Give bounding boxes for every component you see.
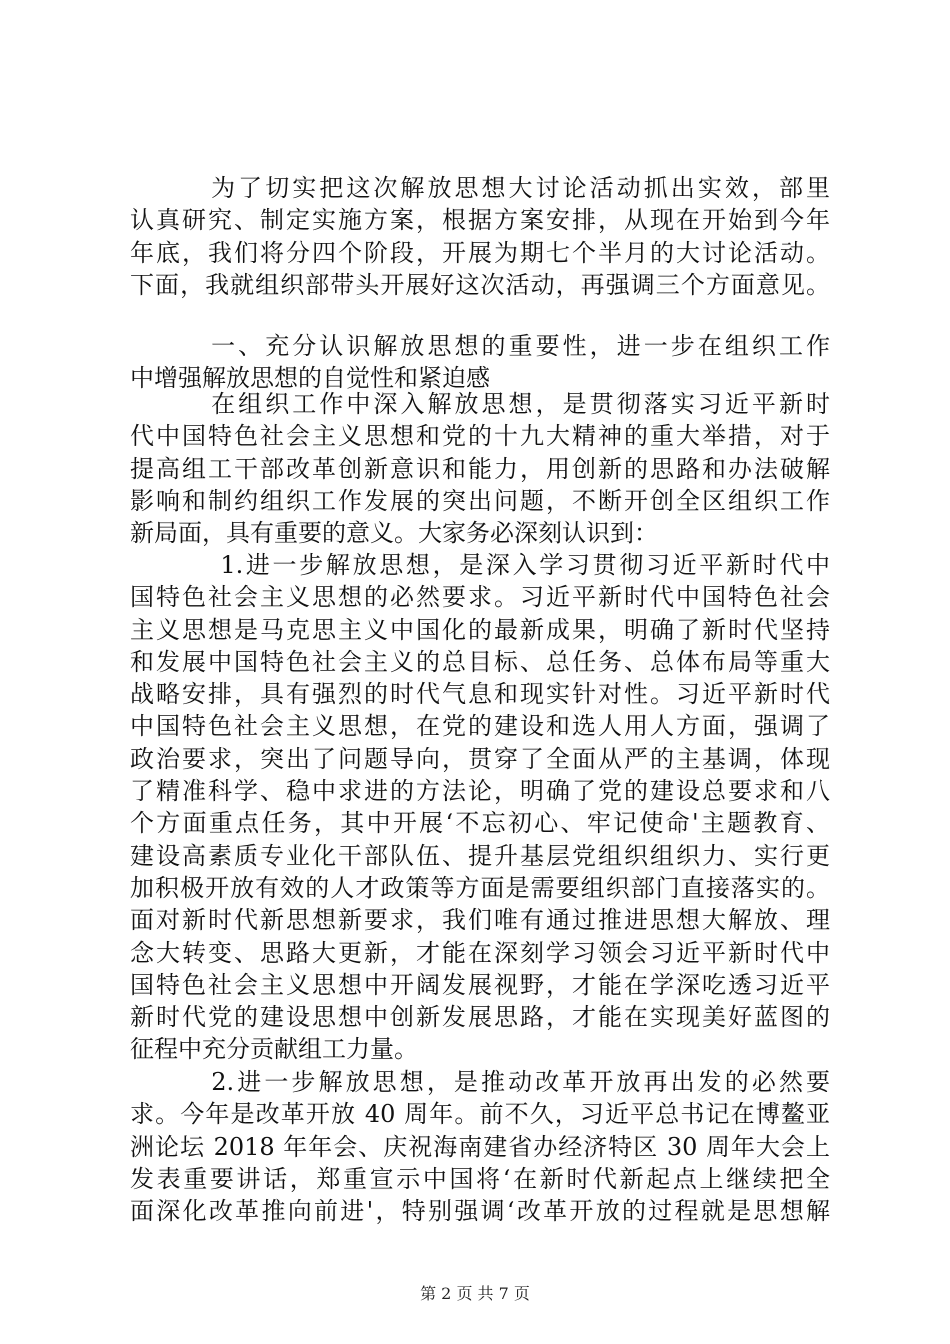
text-line: 一、充分认识解放思想的重要性，进一步在组织工作: [130, 332, 830, 360]
text-line: 主义思想是马克思主义中国化的最新成果，明确了新时代坚持: [130, 615, 830, 644]
paragraph-point-1: [130, 549, 830, 1066]
text-line: 认真研究、制定实施方案，根据方案安排，从现在开始到今年: [130, 206, 830, 235]
page-number-footer: 第 2 页 共 7 页: [420, 1284, 530, 1303]
text-line: 政治要求，突出了问题导向，贯穿了全面从严的主基调，体现: [130, 744, 830, 773]
text-line: 和发展中国特色社会主义的总目标、总任务、总体布局等重大: [130, 647, 830, 676]
text-line: 下面，我就组织部带头开展好这次活动，再强调三个方面意见。: [130, 270, 830, 299]
text-line: 了精准科学、稳中求进的方法论，明确了党的建设总要求和八: [130, 777, 830, 806]
text-line: 代中国特色社会主义思想和党的十九大精神的重大举措，对于: [130, 422, 830, 451]
text-line: 建设高素质专业化干部队伍、提升基层党组织组织力、实行更: [130, 841, 830, 870]
text-line: 中国特色社会主义思想，在党的建设和选人用人方面，强调了: [130, 712, 830, 741]
paragraph-importance: [130, 388, 830, 549]
paragraph-intro: [130, 172, 830, 301]
text-line: 国特色社会主义思想中开阔发展视野，才能在学深吃透习近平: [130, 970, 830, 999]
section-heading: [130, 330, 830, 395]
text-line: 加积极开放有效的人才政策等方面是需要组织部门直接落实的。: [130, 873, 830, 902]
text-line: 新时代党的建设思想中创新发展思路，才能在实现美好蓝图的: [130, 1003, 830, 1032]
text-line: 求。今年是改革开放 40 周年。前不久，习近平总书记在博鳌亚: [130, 1100, 830, 1129]
text-line: 在组织工作中深入解放思想，是贯彻落实习近平新时: [130, 390, 830, 418]
text-line: 年底，我们将分四个阶段，开展为期七个半月的大讨论活动。: [130, 238, 830, 267]
text-line: 发表重要讲话，郑重宣示中国将‘在新时代新起点上继续把全: [130, 1164, 830, 1193]
text-line: 提高组工干部改革创新意识和能力，用创新的思路和办法破解: [130, 454, 830, 483]
text-line: 念大转变、思路大更新，才能在深刻学习领会习近平新时代中: [130, 938, 830, 967]
text-line: 个方面重点任务，其中开展‘不忘初心、牢记使命'主题教育、: [130, 809, 830, 838]
text-line: 为了切实把这次解放思想大讨论活动抓出实效，部里: [130, 174, 830, 202]
paragraph-point-2: [130, 1066, 830, 1227]
text-line: 战略安排，具有强烈的时代气息和现实针对性。习近平新时代: [130, 680, 830, 709]
text-line: 面对新时代新思想新要求，我们唯有通过推进思想大解放、理: [130, 906, 830, 935]
text-line: 2.进一步解放思想，是推动改革开放再出发的必然要: [130, 1068, 830, 1096]
text-line: 1.进一步解放思想，是深入学习贯彻习近平新时代中: [130, 551, 830, 579]
text-line: 洲论坛 2018 年年会、庆祝海南建省办经济特区 30 周年大会上: [130, 1132, 830, 1161]
text-line: 面深化改革推向前进'，特别强调‘改革开放的过程就是思想解: [130, 1197, 830, 1226]
text-line: 中增强解放思想的自觉性和紧迫感: [130, 364, 490, 393]
text-line: 影响和制约组织工作发展的突出问题，不断开创全区组织工作: [130, 486, 830, 515]
text-line: 国特色社会主义思想的必然要求。习近平新时代中国特色社会: [130, 583, 830, 612]
text-line: 新局面，具有重要的意义。大家务必深刻认识到：: [130, 519, 658, 548]
text-line: 征程中充分贡献组工力量。: [130, 1035, 418, 1064]
